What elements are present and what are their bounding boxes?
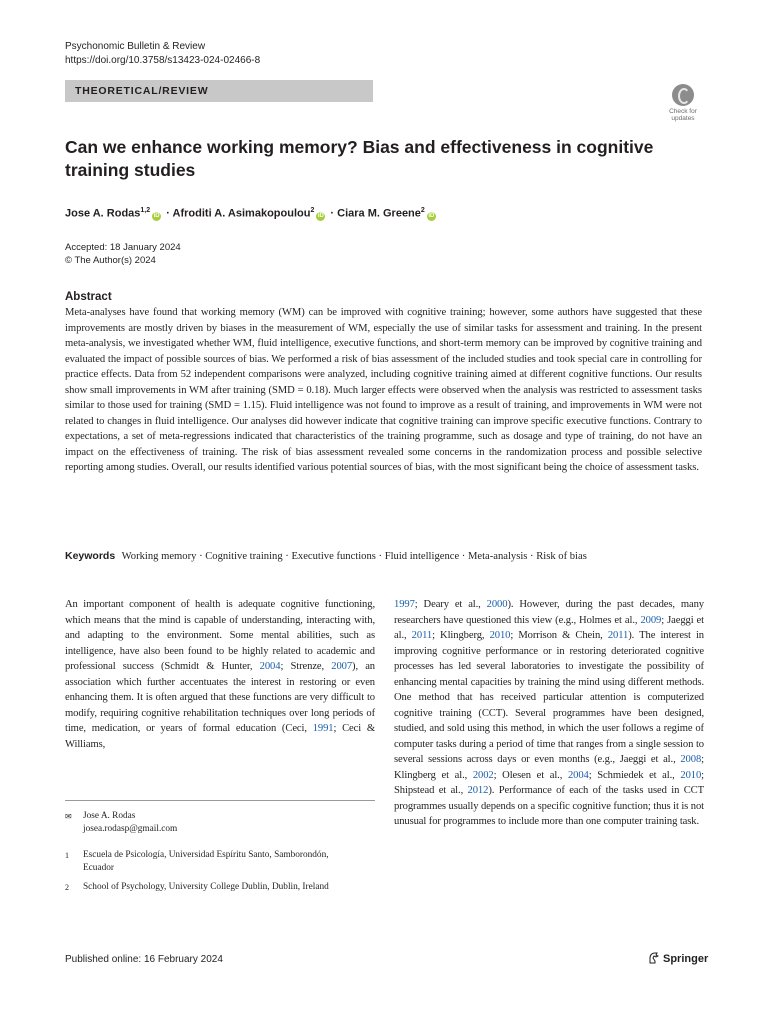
copyright-notice: © The Author(s) 2024 bbox=[65, 255, 156, 266]
author-separator: · bbox=[166, 207, 170, 220]
doi-link[interactable]: https://doi.org/10.3758/s13423-024-02466-8 bbox=[65, 55, 261, 66]
journal-name: Psychonomic Bulletin & Review bbox=[65, 41, 206, 52]
affiliation-text: Escuela de Psicología, Universidad Espíritu Santo, Samborondón, Ecuador bbox=[83, 850, 329, 873]
affiliation-marker: 1 bbox=[65, 851, 69, 860]
corresponding-author-name: Jose A. Rodas bbox=[83, 811, 136, 821]
citation-link[interactable]: 2004 bbox=[259, 661, 281, 672]
body-text: ). The interest in improving cognitive performance or in restoring deteriorated cognitive processes has led several laboratories to investigate the possibility of enhancing mental capacities by training the mind using different methods. One method that has received particular attention is computerized cognitive training (CCT). Several programmes have been designed, studied, and sold using this method, in which the user follows a regime of computer tasks during a period of time that ranges from a single session to several sessions across days or even months (e.g., Jaeggi et al., bbox=[394, 630, 704, 765]
citation-link[interactable]: 2007 bbox=[331, 661, 353, 672]
abstract-text: Meta-analyses have found that working memory (WM) can be improved with cognitive training; however, some authors have suggested that these improvements are mostly driven by biases in the measurement of WM, especially the use of similar tasks for assessment and training. In the present meta-analysis, we investigated whether WM, fluid intelligence, executive functions, and short-term memory can be improved by cognitive training and evaluated the impact of possible sources of bias. We performed a risk of bias assessment of the included studies and took special care in controlling for practice effects. Data from 52 independent comparisons were analyzed, including cognitive training aimed at different cognitive functions. Our results show small improvements in WM after training (SMD = 0.18). Much larger effects were observed when the analysis was restricted to assessment tasks similar to those used for training (SMD = 1.15). Fluid intelligence was not found to improve as a result of training, and improvements in WM were not related to changes in fluid intelligence. Our analyses did however indicate that cognitive training can improve specific executive functions. Contrary to expectations, a set of meta-regressions indicated that characteristics of the training programme, such as dosage and type of training, do not have an impact on the effectiveness of training. The risk of bias assessment revealed some concerns in the randomization process and possible selective reporting among studies. Overall, our results identified various potential sources of bias, with the most significant being the choice of assessment tasks. bbox=[65, 307, 702, 473]
body-text: ; Ceci & Williams, bbox=[65, 723, 375, 750]
body-column-left bbox=[65, 597, 375, 752]
body-text: ; Jaeggi et al., bbox=[394, 614, 705, 641]
citation-link[interactable]: 2004 bbox=[567, 769, 589, 781]
body-text: ; Schmiedek et al., bbox=[588, 769, 681, 781]
article-title: Can we enhance working memory? Bias and effectiveness in cognitive training studies bbox=[65, 137, 654, 180]
abstract-heading: Abstract bbox=[65, 291, 112, 303]
body-text: ). However, during the past decades, many researchers have questioned this view (e.g., Holmes et al., bbox=[394, 599, 704, 626]
body-text: ; Olesen et al., bbox=[493, 769, 568, 781]
footnote-divider bbox=[65, 800, 375, 801]
springer-horse-icon bbox=[648, 952, 659, 964]
citation-link[interactable]: 2008 bbox=[680, 754, 702, 765]
author-name[interactable]: Afroditi A. Asimakopoulou bbox=[172, 207, 311, 220]
author-name[interactable]: Ciara M. Greene bbox=[337, 207, 421, 220]
corresponding-author-note bbox=[65, 810, 365, 836]
body-text: ; Klingberg et al., bbox=[394, 754, 704, 781]
corresponding-author-email[interactable]: josea.rodasp@gmail.com bbox=[83, 824, 178, 834]
author-affiliation: 2 bbox=[310, 207, 315, 214]
check-updates-icon bbox=[672, 84, 694, 106]
citation-link[interactable]: 2011 bbox=[607, 630, 629, 641]
publisher-name: Springer bbox=[663, 953, 709, 965]
body-column-right bbox=[394, 597, 704, 830]
check-for-updates-badge[interactable] bbox=[664, 84, 702, 124]
author-list bbox=[65, 204, 438, 221]
affiliation-2 bbox=[65, 881, 365, 894]
citation-link[interactable]: 2010 bbox=[489, 630, 511, 641]
citation-link[interactable]: 1997 bbox=[394, 599, 415, 610]
body-text: An important component of health is adequate cognitive functioning, which means that the mind is capable of understanding, interacting with, and adapting to the environment. Some mental abilities, such as intelligence, have also been found to be highly related to academic and professional success (Schmidt & Hunter, bbox=[65, 599, 375, 672]
affiliation-text: School of Psychology, University College Dublin, Dublin, Ireland bbox=[83, 882, 329, 892]
orcid-icon[interactable]: iD bbox=[317, 212, 324, 219]
citation-link[interactable]: 1991 bbox=[312, 723, 334, 734]
body-text: ; Deary et al., bbox=[414, 599, 487, 610]
body-text: ; Morrison & Chein, bbox=[510, 630, 608, 641]
citation-link[interactable]: 2012 bbox=[467, 785, 489, 796]
body-text: ; Shipstead et al., bbox=[394, 769, 705, 796]
check-updates-label-2: updates bbox=[671, 115, 695, 122]
citation-link[interactable]: 2009 bbox=[640, 614, 662, 626]
author-separator: · bbox=[330, 207, 335, 220]
body-text: ). Performance of each of the tasks used in CCT programmes usually depends on a specific cognitive function; thus it is not unusual for programmes to include more than one computer training task. bbox=[394, 785, 704, 827]
keywords-list: Working memory · Cognitive training · Executive functions · Fluid intelligence · Meta-analysis · Risk of bias bbox=[121, 551, 587, 562]
accepted-date: Accepted: 18 January 2024 bbox=[65, 242, 181, 253]
article-category-banner: THEORETICAL/REVIEW bbox=[65, 80, 373, 102]
orcid-icon[interactable]: iD bbox=[428, 212, 435, 219]
citation-link[interactable]: 2002 bbox=[472, 769, 494, 781]
keywords-heading: Keywords bbox=[65, 550, 116, 562]
author-affiliation: 2 bbox=[420, 207, 425, 214]
body-text: ), an association which further accentuates the interest in restoring or even enhancing them. It is often argued that these functions are very difficult to modify, requiring cognitive rehabilitation techniques over long periods of time, medication, or years of formal education (Ceci, bbox=[65, 661, 375, 734]
citation-link[interactable]: 2011 bbox=[411, 630, 433, 641]
citation-link[interactable]: 2010 bbox=[680, 769, 702, 781]
published-online-date: Published online: 16 February 2024 bbox=[65, 954, 223, 965]
journal-header bbox=[65, 40, 260, 68]
body-text: ; Strenze, bbox=[280, 661, 332, 672]
author-name[interactable]: Jose A. Rodas bbox=[65, 207, 141, 220]
orcid-icon[interactable]: iD bbox=[153, 212, 160, 219]
author-affiliation: 1,2 bbox=[140, 207, 151, 214]
affiliation-marker: 2 bbox=[65, 883, 69, 892]
envelope-icon: ✉ bbox=[65, 812, 72, 821]
keywords-section bbox=[65, 549, 725, 564]
publisher-logo[interactable] bbox=[648, 952, 708, 965]
body-text: ; Klingberg, bbox=[432, 630, 490, 641]
affiliation-1 bbox=[65, 849, 365, 875]
citation-link[interactable]: 2000 bbox=[486, 599, 508, 610]
check-updates-label-1: Check for bbox=[669, 108, 697, 115]
article-dates bbox=[65, 241, 181, 267]
